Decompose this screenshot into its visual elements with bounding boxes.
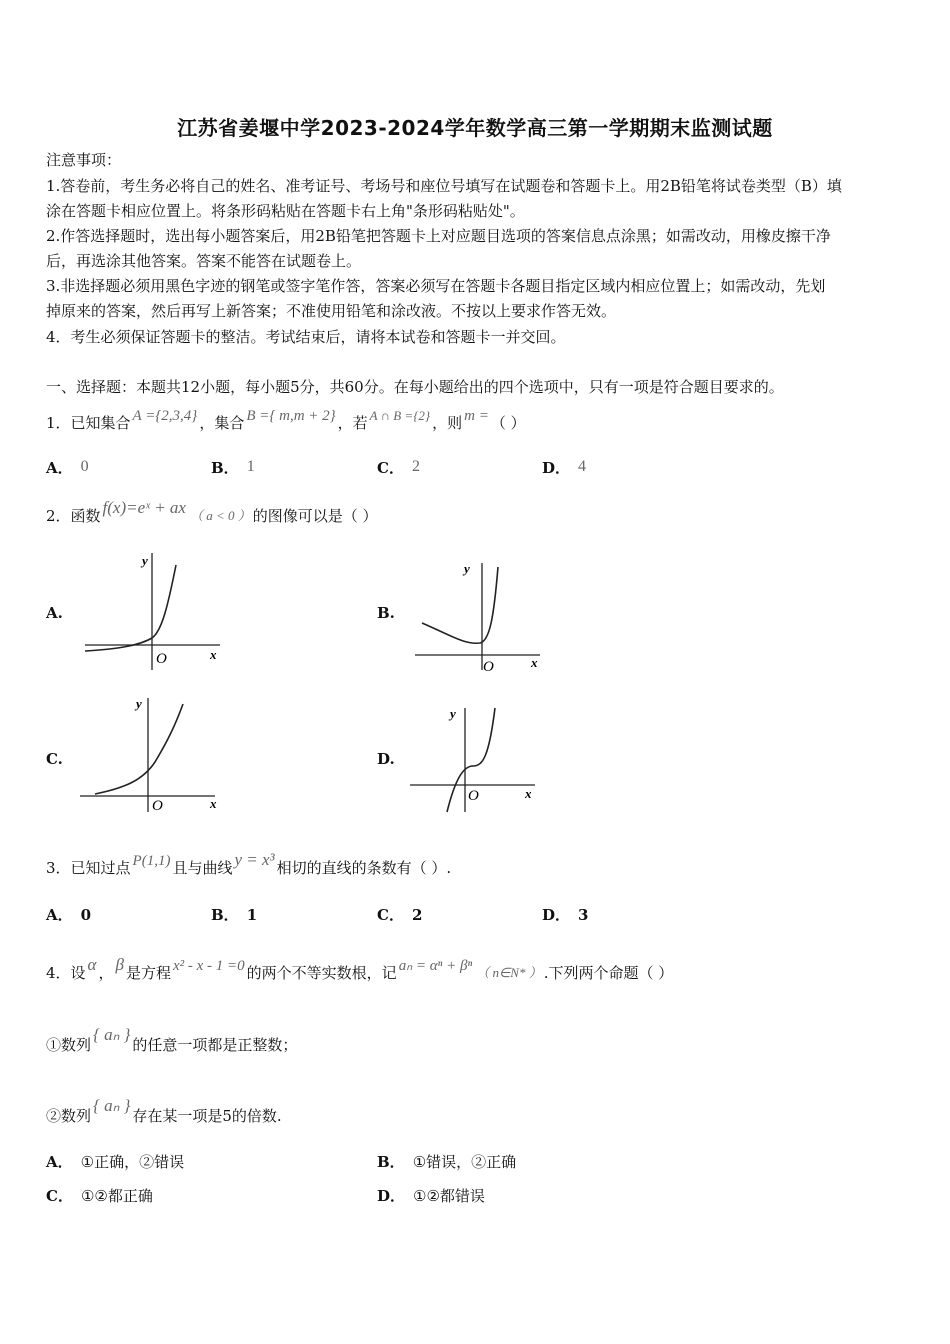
q4-math-sequence: aₙ = αⁿ + βⁿ xyxy=(398,958,473,974)
option-value: ①②都错误 xyxy=(413,1187,485,1205)
option-value: ①正确，②错误 xyxy=(80,1153,185,1171)
axis-label-y: y xyxy=(142,553,148,568)
option-value: 3 xyxy=(578,906,589,924)
notice-line: 掉原来的答案，然后再写上新答案；不准使用铅笔和涂改液。不按以上要求作答无效。 xyxy=(46,302,617,320)
q4-math-domain: （ n∈N* ） xyxy=(476,965,542,980)
statement-text: 存在某一项是5的倍数. xyxy=(132,1107,282,1125)
q4-math-alpha: α xyxy=(87,955,97,974)
q4-text: .下列两个命题（ ） xyxy=(543,964,674,982)
q1-math-b: B ={ m,m + 2} xyxy=(246,408,336,424)
axis-label-x: x xyxy=(531,655,538,670)
option-value: 1 xyxy=(246,906,258,924)
q3-option-c[interactable] xyxy=(377,905,422,925)
notice-line: 4．考生必须保证答题卡的整洁。考试结束后，请将本试卷和答题卡一并交回。 xyxy=(46,328,566,346)
q4-statement-1 xyxy=(46,1025,298,1055)
option-value: 2 xyxy=(411,906,423,924)
q2-text: 2．函数 xyxy=(46,507,101,525)
option-label: C． xyxy=(46,1187,73,1205)
q3-text: 相切的直线的条数有（ ）. xyxy=(276,859,452,877)
q3-text: 且与曲线 xyxy=(172,859,233,877)
q2-math-condition: （ a < 0 ） xyxy=(189,508,251,523)
origin-label: O xyxy=(483,659,494,675)
question-4 xyxy=(46,955,674,984)
notice-line: 1.答卷前，考生务必将自己的姓名、准考证号、考场号和座位号填写在试题卷和答题卡上。用2B铅笔将试卷类型（B）填 xyxy=(46,177,842,195)
option-value: ①②都正确 xyxy=(80,1187,153,1205)
notice-line: 3.非选择题必须用黑色字迹的钢笔或签字笔作答，答案必须写在答题卡各题目指定区域内相应位置上；如需改动，先划 xyxy=(46,277,826,295)
graph-label-a: A. xyxy=(46,604,63,622)
q4-option-d[interactable] xyxy=(377,1186,485,1206)
graph-label-b: B. xyxy=(377,604,395,622)
option-label: C． xyxy=(377,459,404,477)
notice-line: 涂在答题卡相应位置上。将条形码粘贴在答题卡右上角"条形码粘贴处"。 xyxy=(46,202,525,220)
statement-prefix: ①数列 xyxy=(46,1036,92,1054)
q1-option-a[interactable] xyxy=(46,458,89,479)
option-value: 4 xyxy=(578,458,587,475)
notice-line: 后，再选涂其他答案。答案不能答在试题卷上。 xyxy=(46,252,362,270)
q4-option-a[interactable] xyxy=(46,1152,184,1172)
option-value: ①错误，②正确 xyxy=(412,1153,517,1171)
option-label: A． xyxy=(46,1153,73,1171)
q3-text: 3．已知过点 xyxy=(46,859,131,877)
q4-text: ， xyxy=(98,964,114,982)
axis-label-y: y xyxy=(464,561,470,576)
q4-math-equation: x² - x - 1 =0 xyxy=(172,958,245,974)
curve xyxy=(95,704,183,794)
q1-math-intersection: A ∩ B ={2} xyxy=(369,408,431,423)
origin-label: O xyxy=(152,798,163,814)
option-value: 1 xyxy=(246,458,255,475)
option-label: B． xyxy=(377,1153,405,1171)
q1-math-m: m = xyxy=(464,408,489,424)
q1-text: （ ） xyxy=(490,414,526,432)
option-label: D． xyxy=(542,906,571,924)
q4-math-beta: β xyxy=(115,955,124,974)
q2-text: 的图像可以是（ ） xyxy=(252,507,378,525)
origin-label: O xyxy=(156,651,167,667)
q4-text: 的两个不等实数根，记 xyxy=(246,964,397,982)
option-label: B． xyxy=(211,906,239,924)
axis-label-x: x xyxy=(210,796,217,811)
option-label: A． xyxy=(46,906,73,924)
option-label: C． xyxy=(377,906,404,924)
axis-label-y: y xyxy=(136,696,142,711)
notice-line: 2.作答选择题时，选出每小题答案后，用2B铅笔把答题卡上对应题目选项的答案信息点涂黑；如需改动，用橡皮擦干净 xyxy=(46,227,831,245)
q3-math-point: P(1,1) xyxy=(132,853,171,869)
question-3 xyxy=(46,850,452,879)
section-heading: 一、选择题：本题共12小题，每小题5分，共60分。在每小题给出的四个选项中，只有一项是符合题目要求的。 xyxy=(46,378,784,396)
q4-statement-2 xyxy=(46,1096,282,1126)
graph-c[interactable] xyxy=(75,690,225,815)
option-label: A． xyxy=(46,459,73,477)
option-value: 2 xyxy=(411,458,420,475)
statement-math: { aₙ } xyxy=(93,1096,131,1115)
q4-option-c[interactable] xyxy=(46,1186,153,1206)
q1-text: ，若 xyxy=(337,414,368,432)
q1-text: ，则 xyxy=(432,414,463,432)
graph-b[interactable] xyxy=(410,555,560,675)
graph-d[interactable] xyxy=(405,700,555,815)
q3-option-b[interactable] xyxy=(211,905,257,925)
curve xyxy=(85,565,176,651)
q2-math-function: f(x)=eˣ + ax xyxy=(102,498,186,517)
axis-label-y: y xyxy=(450,706,456,721)
notice-heading: 注意事项： xyxy=(46,151,122,169)
statement-math: { aₙ } xyxy=(93,1025,131,1044)
curve xyxy=(422,567,498,643)
q4-option-b[interactable] xyxy=(377,1152,516,1172)
graph-a[interactable] xyxy=(80,545,230,675)
graph-label-c: C. xyxy=(46,750,63,768)
statement-text: 的任意一项都是正整数； xyxy=(132,1036,298,1054)
q1-option-c[interactable] xyxy=(377,458,420,479)
option-label: D． xyxy=(377,1187,406,1205)
q1-option-d[interactable] xyxy=(542,458,586,479)
q1-math-a: A ={2,3,4} xyxy=(132,408,198,424)
origin-label: O xyxy=(468,788,479,804)
axis-label-x: x xyxy=(525,786,532,801)
option-value: 0 xyxy=(80,906,92,924)
q1-option-b[interactable] xyxy=(211,458,255,479)
option-label: D． xyxy=(542,459,571,477)
page-title: 江苏省姜堰中学2023-2024学年数学高三第一学期期末监测试题 xyxy=(177,116,773,140)
question-2 xyxy=(46,498,378,527)
statement-prefix: ②数列 xyxy=(46,1107,92,1125)
option-label: B． xyxy=(211,459,239,477)
q3-option-d[interactable] xyxy=(542,905,588,925)
option-value: 0 xyxy=(80,458,89,475)
q1-text: 1．已知集合 xyxy=(46,414,131,432)
axis-label-x: x xyxy=(210,647,217,662)
q4-text: 是方程 xyxy=(125,964,171,982)
question-1 xyxy=(46,408,526,434)
q4-text: 4．设 xyxy=(46,964,86,982)
q1-text: ，集合 xyxy=(199,414,245,432)
graph-label-d: D. xyxy=(377,750,395,768)
q3-option-a[interactable] xyxy=(46,905,91,925)
q3-math-curve: y = x³ xyxy=(234,850,275,869)
